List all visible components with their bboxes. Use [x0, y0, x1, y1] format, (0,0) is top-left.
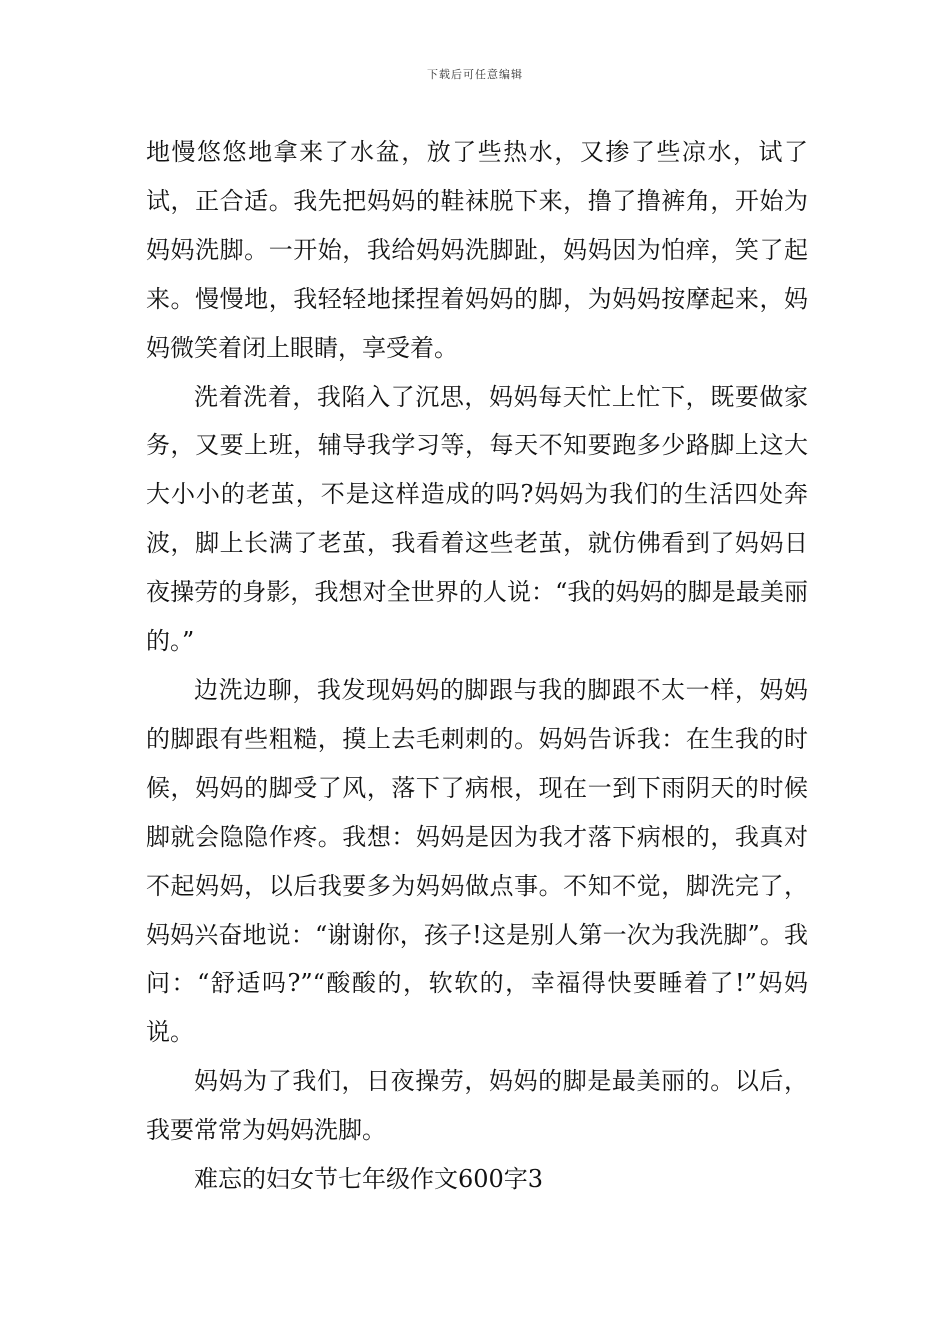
paragraph-continuation: 地慢悠悠地拿来了水盆，放了些热水，又掺了些凉水，试了试，正合适。我先把妈妈的鞋袜脱下来，撸了撸裤角，开始为妈妈洗脚。一开始，我给妈妈洗脚趾，妈妈因为怕痒，笑了起来。慢慢地，我轻轻地揉捏着妈妈的脚，为妈妈按摩起来，妈妈微笑着闭上眼睛，享受着。	[146, 138, 808, 362]
next-essay-title: 难忘的妇女节七年级作文600字3	[194, 1165, 544, 1194]
paragraph-conversation: 边洗边聊，我发现妈妈的脚跟与我的脚跟不太一样，妈妈的脚跟有些粗糙，摸上去毛刺刺的。妈妈告诉我：在生我的时候，妈妈的脚受了风，落下了病根，现在一到下雨阴天的时候脚就会隐隐作疼。我想：妈妈是因为我才落下病根的，我真对不起妈妈，以后我要多为妈妈做点事。不知不觉，脚洗完了，妈妈兴奋地说：“谢谢你，孩子!这是别人第一次为我洗脚”。我问：“舒适吗?”“酸酸的，软软的，幸福得快要睡着了!”妈妈说。	[146, 675, 808, 1047]
page-header: 下载后可任意编辑	[427, 68, 523, 81]
paragraph-conclusion: 妈妈为了我们，日夜操劳，妈妈的脚是最美丽的。以后，我要常常为妈妈洗脚。	[146, 1067, 808, 1145]
paragraph-reflection: 洗着洗着，我陷入了沉思，妈妈每天忙上忙下，既要做家务，又要上班，辅导我学习等，每天不知要跑多少路脚上这大大小小的老茧，不是这样造成的吗?妈妈为我们的生活四处奔波，脚上长满了老茧，我看着这些老茧，就仿佛看到了妈妈日夜操劳的身影，我想对全世界的人说：“我的妈妈的脚是最美丽的。”	[146, 382, 808, 656]
document-body	[146, 128, 808, 1204]
